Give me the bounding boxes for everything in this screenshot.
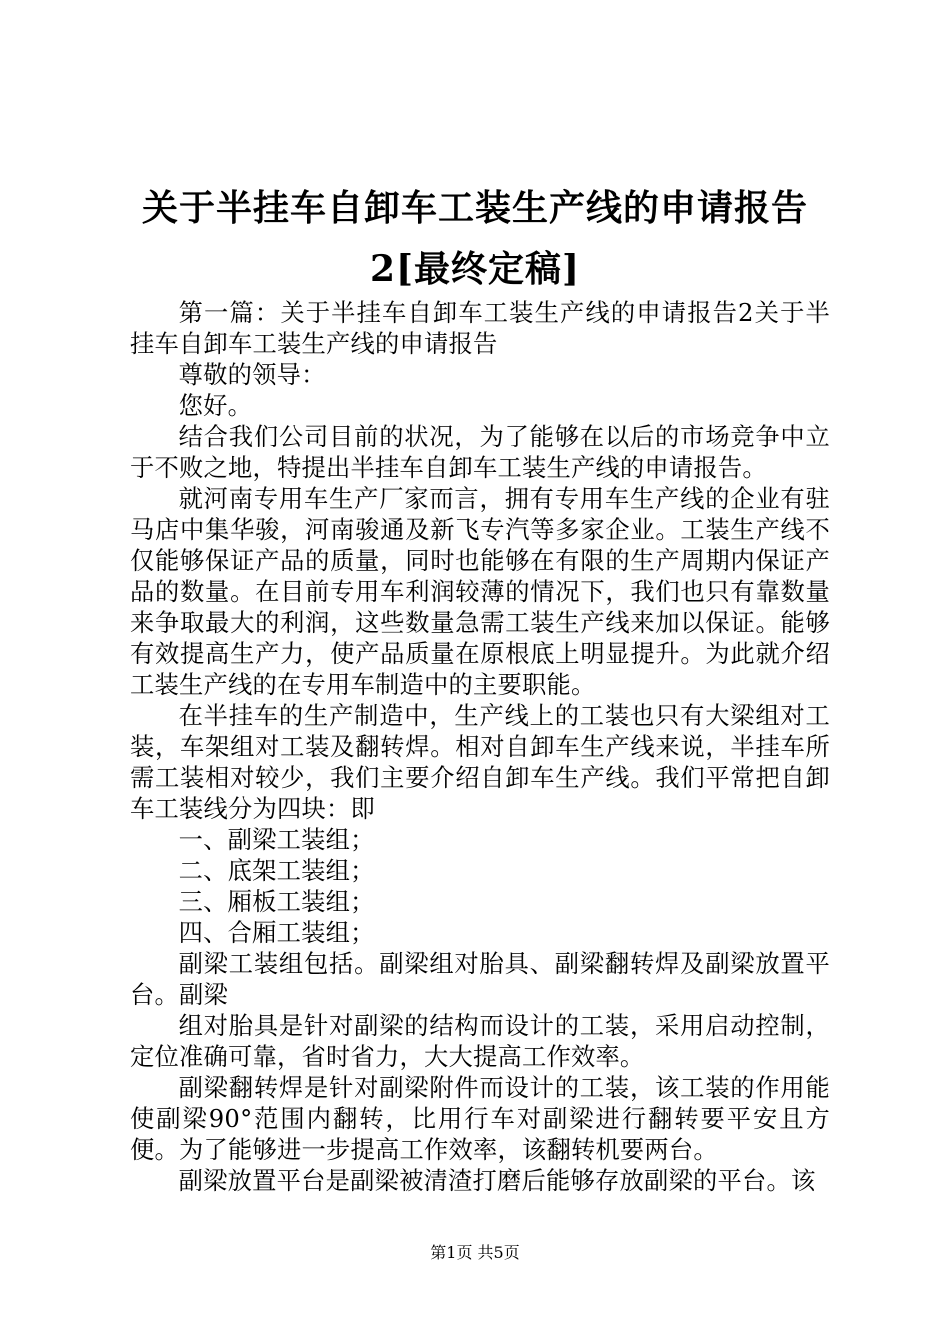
paragraph: 副梁工装组包括。副梁组对胎具、副梁翻转焊及副梁放置平台。副梁 [130,949,830,1009]
paragraph: 就河南专用车生产厂家而言，拥有专用车生产线的企业有驻马店中集华骏，河南骏通及新飞专汽等多家企业。工装生产线不仅能够保证产品的质量，同时也能够在有限的生产周期内保证产品的数量。在目前专用车利润较薄的情况下，我们也只有靠数量来争取最大的利润，这些数量急需工装生产线来加以保证。能够有效提高生产力，使产品质量在原根底上明显提升。为此就介绍工装生产线的在专用车制造中的主要职能。 [130,484,830,699]
paragraph: 副梁放置平台是副梁被清渣打磨后能够存放副梁的平台。该 [178,1166,816,1195]
paragraph: 第一篇：关于半挂车自卸车工装生产线的申请报告2关于半挂车自卸车工装生产线的申请报告 [130,298,830,358]
paragraph: 组对胎具是针对副梁的结构而设计的工装，采用启动控制，定位准确可靠，省时省力，大大提高工作效率。 [130,1011,830,1071]
page-footer: 第1页 共5页 [430,1243,520,1262]
list-item: 四、合厢工装组； [178,918,375,947]
list-item: 三、厢板工装组； [178,887,375,916]
list-item: 二、底架工装组； [178,856,375,885]
document-title-line-2: 2[最终定稿] [369,248,581,290]
list-item: 一、副梁工装组； [178,825,375,854]
paragraph: 在半挂车的生产制造中，生产线上的工装也只有大梁组对工装，车架组对工装及翻转焊。相对自卸车生产线来说，半挂车所需工装相对较少，我们主要介绍自卸车生产线。我们平常把自卸车工装线分为四块：即 [130,701,830,823]
paragraph: 尊敬的领导： [178,360,326,389]
paragraph: 结合我们公司目前的状况，为了能够在以后的市场竞争中立于不败之地，特提出半挂车自卸车工装生产线的申请报告。 [130,422,830,482]
document-body [130,297,830,1196]
paragraph: 您好。 [178,391,253,420]
paragraph: 副梁翻转焊是针对副梁附件而设计的工装，该工装的作用能使副梁90°范围内翻转，比用行车对副梁进行翻转要平安且方便。为了能够进一步提高工作效率，该翻转机要两台。 [130,1073,830,1164]
document-title-line-1: 关于半挂车自卸车工装生产线的申请报告 [141,187,808,229]
